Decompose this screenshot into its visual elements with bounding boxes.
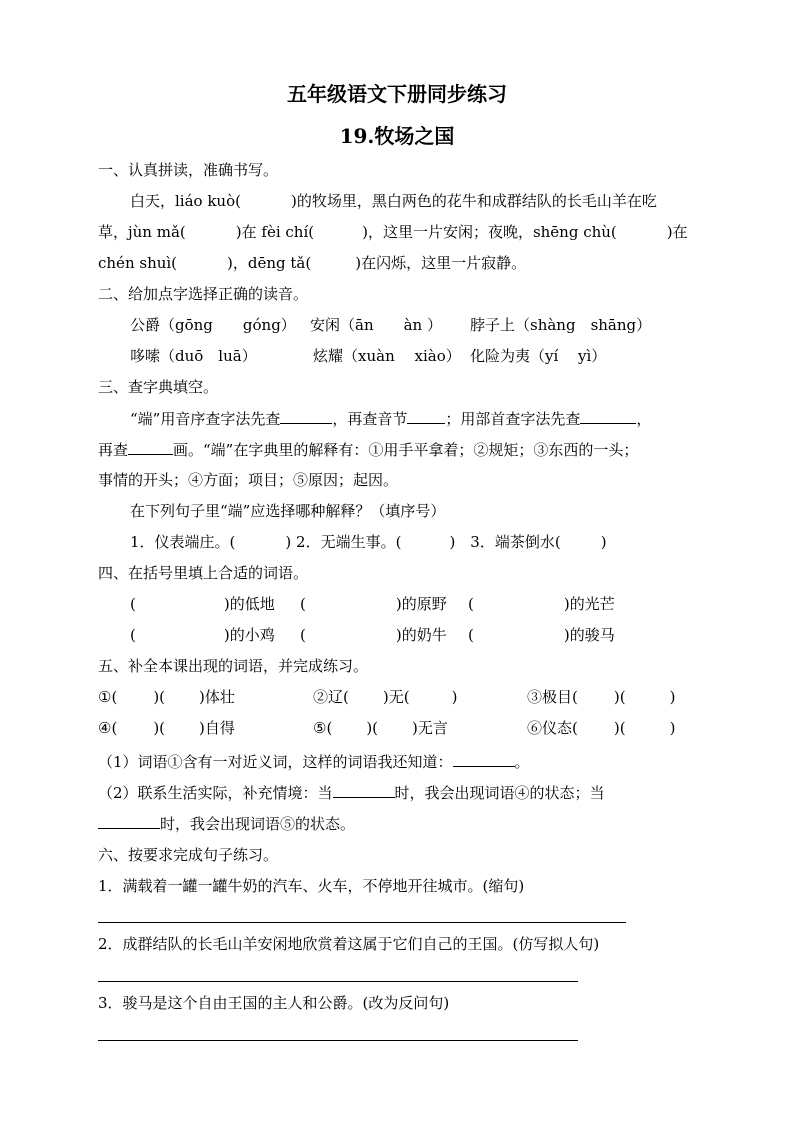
worksheet-title: 五年级语文下册同步练习 [287,82,507,106]
section-1-line-2: 草，jùn mǎ( )在 fèi chí( )，这里一片安闲；夜晚，shēng chù( )在 [98,223,688,241]
section-5-question-1: （1）词语①含有一对近义词，这样的词语我还知道： 。 [98,753,530,771]
pronunciation-item-6: 化险为夷（yí yì） [470,347,607,365]
phrase-1: ( )的低地 [130,595,275,613]
word-1: ①( )( )体壮 [98,688,235,706]
section-4-heading: 四、在括号里填上合适的词语。 [98,564,309,582]
section-5-question-2-cont: 时，我会出现词语⑤的状态。 [98,813,355,834]
blank[interactable] [580,408,636,424]
pronunciation-item-3: 脖子上（shàng shāng） [470,316,652,334]
word-2: ②辽( )无( ) [313,688,458,706]
phrase-4: ( )的小鸡 [130,626,275,644]
section-2-heading: 二、给加点字选择正确的读音。 [98,285,309,303]
blank[interactable] [407,408,445,424]
word-3: ③极目( )( ) [527,688,676,706]
pronunciation-item-5: 炫耀（xuàn xiào） [313,347,461,365]
answer-line-2[interactable] [98,981,578,982]
blank[interactable] [98,813,160,829]
phrase-2: ( )的原野 [300,595,447,613]
section-3-line-1: “端”用音序查字法先查 ，再查音节 ；用部首查字法先查 ， [130,410,652,428]
section-5-question-2: （2）联系生活实际，补充情境：当 时，我会出现词语④的状态；当 [98,784,605,802]
pronunciation-item-1: 公爵（gōng góng） [130,316,296,334]
blank[interactable] [333,782,395,798]
sentence-question-3: 3．骏马是这个自由王国的主人和公爵。(改为反问句) [98,994,450,1012]
phrase-3: ( )的光芒 [468,595,615,613]
section-3-questions: 1．仪表端庄。( ) 2．无端生事。( ) 3．端茶倒水( ) [130,533,607,551]
section-5-heading: 五、补全本课出现的词语，并完成练习。 [98,657,369,675]
blank[interactable] [453,751,515,767]
pronunciation-item-4: 哆嗦（duō luā） [130,347,257,365]
sentence-question-2: 2．成群结队的长毛山羊安闲地欣赏着这属于它们自己的王国。(仿写拟人句) [98,935,600,953]
word-6: ⑥仪态( )( ) [527,719,676,737]
pronunciation-item-2: 安闲（ān àn ） [310,316,442,334]
section-6-heading: 六、按要求完成句子练习。 [98,846,279,864]
section-1-line-3: chén shuì( )，dēng tǎ( )在闪烁，这里一片寂静。 [98,254,527,272]
section-1-heading: 一、认真拼读，准确书写。 [98,161,279,179]
section-3-heading: 三、查字典填空。 [98,378,219,396]
lesson-title: 19.牧场之国 [339,124,455,148]
word-4: ④( )( )自得 [98,719,235,737]
section-1-line-1: 白天，liáo kuò( )的牧场里，黑白两色的花牛和成群结队的长毛山羊在吃 [130,192,657,210]
phrase-5: ( )的奶牛 [300,626,447,644]
phrase-6: ( )的骏马 [468,626,615,644]
sentence-question-1: 1．满载着一罐一罐牛奶的汽车、火车，不停地开往城市。(缩句) [98,877,525,895]
answer-line-1[interactable] [98,922,626,923]
section-3-line-4: 在下列句子里“端”应选择哪种解释？（填序号） [130,502,446,520]
section-3-line-3: 事情的开头；④方面；项目；⑤原因；起因。 [98,471,399,489]
blank[interactable] [128,439,173,455]
section-3-line-2: 再查 画。“端”在字典里的解释有：①用手平拿着；②规矩；③东西的一头； [98,441,639,459]
word-5: ⑤( )( )无言 [313,719,448,737]
answer-line-3[interactable] [98,1040,578,1041]
blank[interactable] [280,408,332,424]
